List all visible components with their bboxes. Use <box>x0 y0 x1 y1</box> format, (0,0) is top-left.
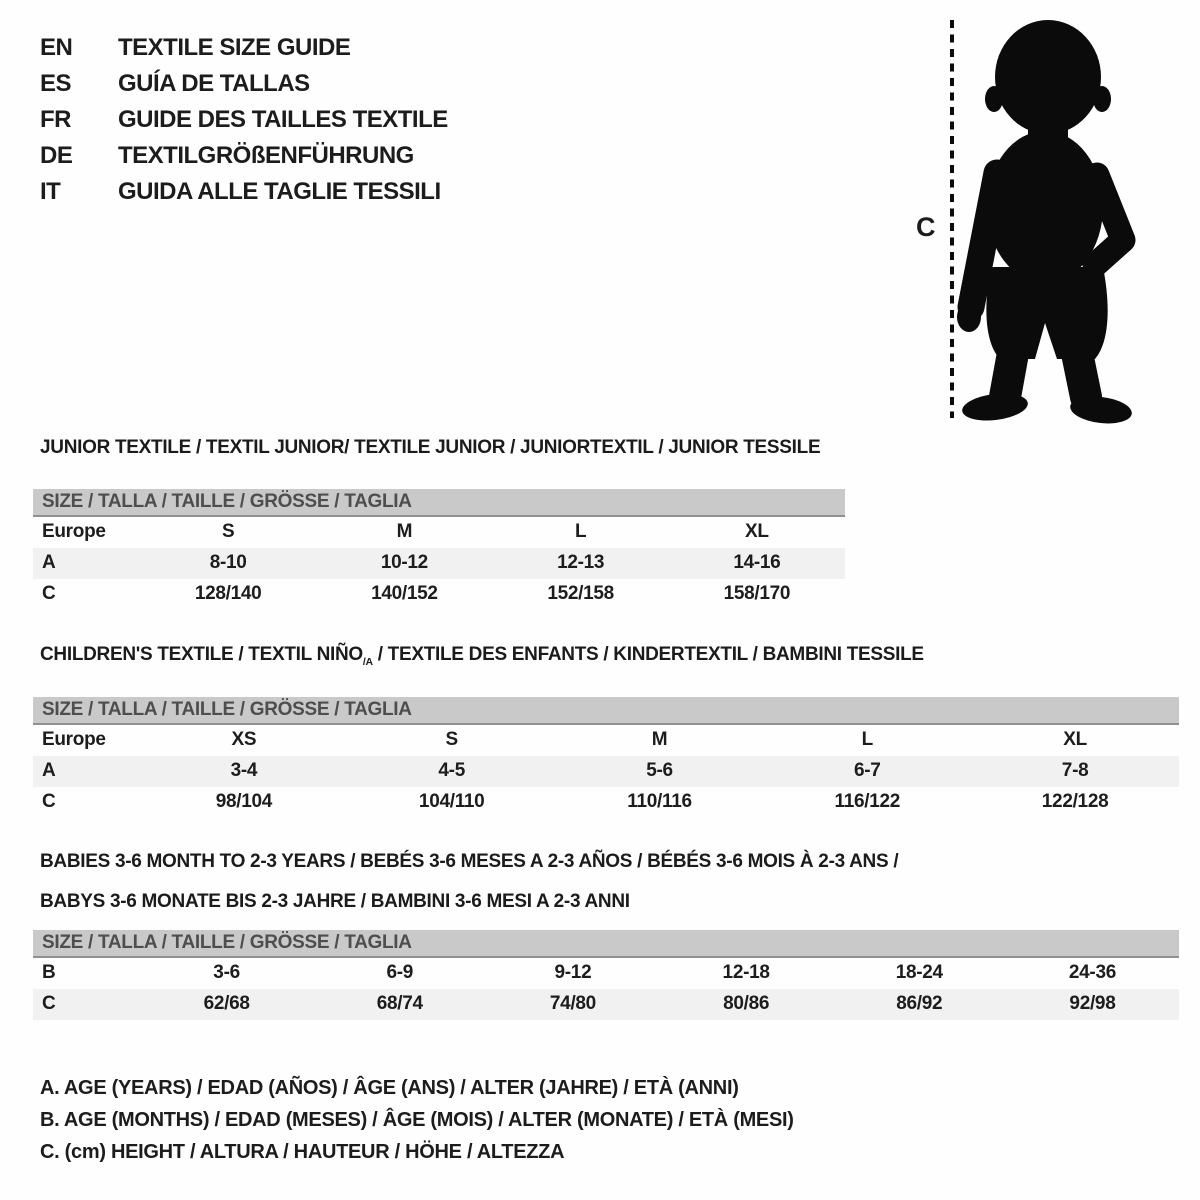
row-label: C <box>42 993 56 1015</box>
note-height-cm: C. (cm) HEIGHT / ALTURA / HAUTEUR / HÖHE / ALTEZZA <box>40 1141 565 1163</box>
section-title-babies <box>40 846 1179 918</box>
language-code: IT <box>40 178 61 205</box>
table-row <box>33 517 845 548</box>
language-row-en <box>40 30 448 66</box>
table-row <box>33 989 1179 1020</box>
size-table-header: SIZE / TALLA / TAILLE / GRÖSSE / TAGLIA <box>33 930 1179 958</box>
table-cell: M <box>651 729 668 751</box>
guide-title-fr: GUIDE DES TAILLES TEXTILE <box>118 106 448 133</box>
table-cell: 98/104 <box>215 791 273 813</box>
table-cell: 10-12 <box>380 552 428 574</box>
table-cell: 12-18 <box>722 962 770 984</box>
table-cell: 6-9 <box>386 962 414 984</box>
language-row-es <box>40 66 448 102</box>
row-label: A <box>42 552 56 574</box>
section-title-text: JUNIOR TEXTILE / TEXTIL JUNIOR/ TEXTILE JUNIOR / JUNIORTEXTIL / JUNIOR TESSILE <box>40 437 821 458</box>
size-table-children <box>33 697 1179 818</box>
table-cell: 9-12 <box>554 962 592 984</box>
section-title-text: / TEXTILE DES ENFANTS / KINDERTEXTIL / BAMBINI TESSILE <box>372 644 924 665</box>
size-table-body <box>33 958 1179 1020</box>
table-cell: L <box>861 729 873 751</box>
section-title-junior <box>40 437 845 467</box>
table-row <box>33 756 1179 787</box>
table-cell: XS <box>231 729 257 751</box>
language-code: FR <box>40 106 71 133</box>
section-title-children <box>40 644 1179 674</box>
size-table-header: SIZE / TALLA / TAILLE / GRÖSSE / TAGLIA <box>33 697 1179 725</box>
size-table-body <box>33 517 845 610</box>
table-cell: 152/158 <box>547 583 614 605</box>
table-cell: 8-10 <box>209 552 247 574</box>
table-row <box>33 958 1179 989</box>
table-cell: XL <box>1063 729 1087 751</box>
guide-title-de: TEXTILGRÖßENFÜHRUNG <box>118 142 414 169</box>
language-row-fr <box>40 102 448 138</box>
size-table-babies <box>33 930 1179 1020</box>
language-row-de <box>40 138 448 174</box>
toddler-silhouette-shape <box>957 20 1133 425</box>
row-label: C <box>42 791 56 813</box>
size-table-junior <box>33 489 845 610</box>
guide-title-es: GUÍA DE TALLAS <box>118 70 310 97</box>
table-cell: 104/110 <box>418 791 485 813</box>
row-label: B <box>42 962 56 984</box>
height-measure-label: C <box>916 212 936 242</box>
table-cell: 3-6 <box>213 962 240 984</box>
table-cell: 122/128 <box>1041 791 1109 813</box>
table-cell: 12-13 <box>557 552 605 574</box>
language-row-it <box>40 174 448 210</box>
note-age-years: A. AGE (YEARS) / EDAD (AÑOS) / ÂGE (ANS) / ALTER (JAHRE) / ETÀ (ANNI) <box>40 1077 739 1099</box>
row-label: Europe <box>42 729 106 751</box>
table-cell: 128/140 <box>194 583 262 605</box>
table-cell: 6-7 <box>854 760 881 782</box>
table-cell: 110/116 <box>627 791 692 813</box>
note-age-months: B. AGE (MONTHS) / EDAD (MESES) / ÂGE (MOIS) / ALTER (MONATE) / ETÀ (MESI) <box>40 1109 794 1131</box>
table-row <box>33 787 1179 818</box>
guide-title-en: TEXTILE SIZE GUIDE <box>118 34 351 61</box>
row-label: C <box>42 583 56 605</box>
section-junior-textile <box>33 437 845 610</box>
section-childrens-textile <box>33 644 1179 818</box>
row-label: A <box>42 760 56 782</box>
table-row <box>33 548 845 579</box>
table-cell: 5-6 <box>646 760 673 782</box>
table-cell: 62/68 <box>203 993 250 1015</box>
table-cell: 3-4 <box>230 760 258 782</box>
table-cell: 14-16 <box>733 552 781 574</box>
language-title-list <box>40 30 448 210</box>
section-title-line2: BABYS 3-6 MONATE BIS 2-3 JAHRE / BAMBINI 3-6 MESI A 2-3 ANNI <box>40 890 630 912</box>
table-cell: 116/122 <box>834 791 901 813</box>
size-table-body <box>33 725 1179 818</box>
table-cell: L <box>574 521 587 543</box>
table-cell: 140/152 <box>371 583 438 605</box>
table-cell: S <box>221 521 235 543</box>
language-code: DE <box>40 142 73 169</box>
toddler-silhouette <box>905 15 1155 425</box>
table-cell: XL <box>745 521 769 543</box>
table-cell: S <box>445 729 458 751</box>
table-row <box>33 579 845 610</box>
table-cell: 86/92 <box>896 993 943 1015</box>
table-cell: 74/80 <box>549 993 596 1015</box>
section-title-text: CHILDREN'S TEXTILE / TEXTIL NIÑO <box>40 644 363 665</box>
language-code: ES <box>40 70 72 97</box>
section-babies-textile <box>33 846 1179 1020</box>
table-cell: 7-8 <box>1061 760 1089 782</box>
table-cell: 80/86 <box>723 993 770 1015</box>
size-table-header: SIZE / TALLA / TAILLE / GRÖSSE / TAGLIA <box>33 489 845 517</box>
measurement-notes <box>40 1072 794 1168</box>
table-cell: 68/74 <box>376 993 423 1015</box>
table-cell: 92/98 <box>1069 993 1116 1015</box>
table-cell: 158/170 <box>723 583 791 605</box>
table-row <box>33 725 1179 756</box>
table-cell: 4-5 <box>438 760 465 782</box>
row-label: Europe <box>42 521 106 543</box>
table-cell: 18-24 <box>895 962 943 984</box>
table-cell: M <box>396 521 413 543</box>
language-code: EN <box>40 34 73 61</box>
guide-title-it: GUIDA ALLE TAGLIE TESSILI <box>118 178 441 205</box>
section-title-text: BABIES 3-6 MONTH TO 2-3 YEARS / BEBÉS 3-6 MESES A 2-3 AÑOS / BÉBÉS 3-6 MOIS À 2-3 ANS / <box>40 851 899 872</box>
section-title-sub: /A <box>362 656 373 668</box>
table-cell: 24-36 <box>1068 962 1116 984</box>
